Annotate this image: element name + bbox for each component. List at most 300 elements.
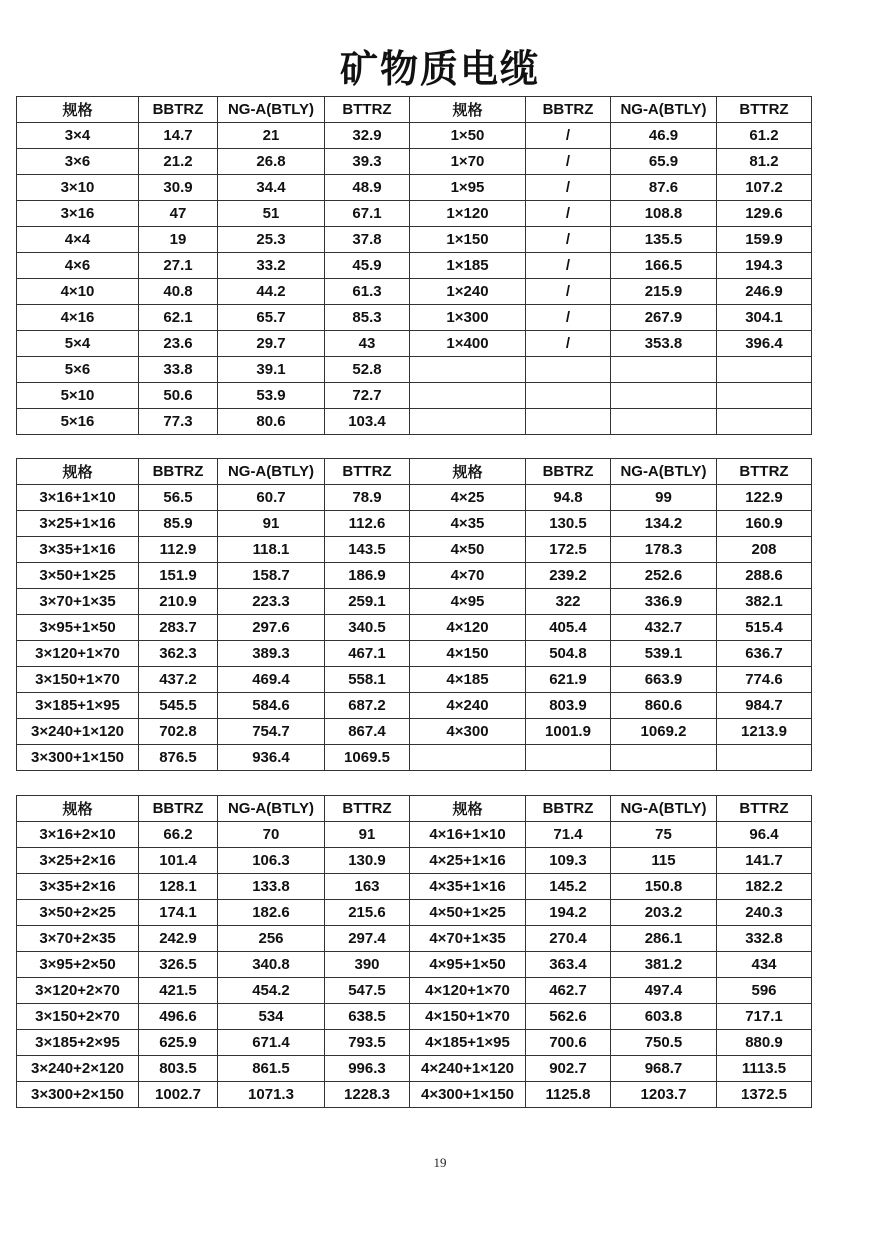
value-cell: 19 — [139, 227, 218, 253]
value-cell: 145.2 — [526, 874, 611, 900]
value-cell: 109.3 — [526, 848, 611, 874]
value-cell: 636.7 — [717, 641, 812, 667]
table-row — [17, 952, 812, 978]
spec-cell: 3×70+1×35 — [17, 589, 139, 615]
spec-cell: 3×185+1×95 — [17, 693, 139, 719]
value-cell: 454.2 — [218, 978, 325, 1004]
value-cell: 130.9 — [325, 848, 410, 874]
spec-cell: 3×70+2×35 — [17, 926, 139, 952]
value-cell: 80.6 — [218, 409, 325, 435]
value-cell: 539.1 — [611, 641, 717, 667]
spec-cell: 4×70+1×35 — [410, 926, 526, 952]
value-cell: 717.1 — [717, 1004, 812, 1030]
value-cell: 1069.5 — [325, 745, 410, 771]
value-cell: 101.4 — [139, 848, 218, 874]
table-row — [17, 563, 812, 589]
value-cell: / — [526, 331, 611, 357]
value-cell: 194.2 — [526, 900, 611, 926]
value-cell: 547.5 — [325, 978, 410, 1004]
spec-cell: 3×25+1×16 — [17, 511, 139, 537]
value-cell: 194.3 — [717, 253, 812, 279]
table-row — [17, 848, 812, 874]
value-cell: 163 — [325, 874, 410, 900]
value-cell: 40.8 — [139, 279, 218, 305]
spec-cell — [410, 745, 526, 771]
column-header: BBTRZ — [526, 97, 611, 123]
value-cell: 151.9 — [139, 563, 218, 589]
value-cell: 774.6 — [717, 667, 812, 693]
value-cell: 141.7 — [717, 848, 812, 874]
table-row — [17, 693, 812, 719]
value-cell: 43 — [325, 331, 410, 357]
table-row — [17, 589, 812, 615]
spec-cell: 3×35+2×16 — [17, 874, 139, 900]
value-cell: 240.3 — [717, 900, 812, 926]
value-cell: 1203.7 — [611, 1082, 717, 1108]
spec-cell: 1×120 — [410, 201, 526, 227]
value-cell: 65.9 — [611, 149, 717, 175]
value-cell: 984.7 — [717, 693, 812, 719]
spec-cell: 4×300+1×150 — [410, 1082, 526, 1108]
value-cell — [526, 409, 611, 435]
table-row — [17, 926, 812, 952]
column-header: BTTRZ — [325, 796, 410, 822]
value-cell: 396.4 — [717, 331, 812, 357]
value-cell: / — [526, 253, 611, 279]
spec-cell: 3×25+2×16 — [17, 848, 139, 874]
value-cell: 160.9 — [717, 511, 812, 537]
value-cell: 51 — [218, 201, 325, 227]
value-cell: 122.9 — [717, 485, 812, 511]
value-cell: 30.9 — [139, 175, 218, 201]
value-cell: 53.9 — [218, 383, 325, 409]
value-cell: 26.8 — [218, 149, 325, 175]
table-row — [17, 409, 812, 435]
value-cell: 584.6 — [218, 693, 325, 719]
value-cell: 172.5 — [526, 537, 611, 563]
value-cell: 1125.8 — [526, 1082, 611, 1108]
value-cell — [717, 745, 812, 771]
table-row — [17, 641, 812, 667]
spec-cell: 3×240+2×120 — [17, 1056, 139, 1082]
table-row — [17, 279, 812, 305]
column-header: 规格 — [410, 459, 526, 485]
spec-cell: 4×4 — [17, 227, 139, 253]
value-cell: 21 — [218, 123, 325, 149]
value-cell: / — [526, 123, 611, 149]
value-cell: 496.6 — [139, 1004, 218, 1030]
spec-cell: 4×35+1×16 — [410, 874, 526, 900]
table-row — [17, 357, 812, 383]
value-cell: 130.5 — [526, 511, 611, 537]
value-cell: 223.3 — [218, 589, 325, 615]
value-cell: 467.1 — [325, 641, 410, 667]
value-cell — [611, 745, 717, 771]
spec-cell: 4×300 — [410, 719, 526, 745]
table-row — [17, 1030, 812, 1056]
column-header: 规格 — [17, 796, 139, 822]
value-cell: 625.9 — [139, 1030, 218, 1056]
value-cell: / — [526, 201, 611, 227]
value-cell: 936.4 — [218, 745, 325, 771]
spec-cell: 3×150+2×70 — [17, 1004, 139, 1030]
spec-cell: 3×150+1×70 — [17, 667, 139, 693]
spec-cell: 4×16+1×10 — [410, 822, 526, 848]
value-cell: 432.7 — [611, 615, 717, 641]
spec-cell — [410, 409, 526, 435]
value-cell: 702.8 — [139, 719, 218, 745]
column-header: BBTRZ — [526, 459, 611, 485]
value-cell: 47 — [139, 201, 218, 227]
value-cell: 1069.2 — [611, 719, 717, 745]
value-cell: 497.4 — [611, 978, 717, 1004]
value-cell: 61.3 — [325, 279, 410, 305]
value-cell: 340.5 — [325, 615, 410, 641]
column-header: BTTRZ — [717, 459, 812, 485]
spec-table-1 — [16, 96, 812, 435]
spec-cell: 3×6 — [17, 149, 139, 175]
spec-cell: 3×300+1×150 — [17, 745, 139, 771]
spec-cell: 1×70 — [410, 149, 526, 175]
value-cell: 304.1 — [717, 305, 812, 331]
table-row — [17, 227, 812, 253]
value-cell: / — [526, 227, 611, 253]
value-cell: 32.9 — [325, 123, 410, 149]
value-cell: 135.5 — [611, 227, 717, 253]
value-cell: 545.5 — [139, 693, 218, 719]
spec-cell: 3×4 — [17, 123, 139, 149]
value-cell: 174.1 — [139, 900, 218, 926]
value-cell: 91 — [218, 511, 325, 537]
column-header: BTTRZ — [325, 97, 410, 123]
header-row — [17, 459, 812, 485]
table-row — [17, 485, 812, 511]
table-row — [17, 201, 812, 227]
value-cell: 340.8 — [218, 952, 325, 978]
value-cell: 469.4 — [218, 667, 325, 693]
table-row — [17, 978, 812, 1004]
column-header: NG-A(BTLY) — [218, 97, 325, 123]
value-cell: 94.8 — [526, 485, 611, 511]
spec-cell: 4×185+1×95 — [410, 1030, 526, 1056]
value-cell: 434 — [717, 952, 812, 978]
value-cell: 902.7 — [526, 1056, 611, 1082]
spec-cell: 4×50 — [410, 537, 526, 563]
value-cell: 87.6 — [611, 175, 717, 201]
table-row — [17, 1082, 812, 1108]
table-row — [17, 123, 812, 149]
table-row — [17, 1004, 812, 1030]
column-header: BBTRZ — [139, 796, 218, 822]
value-cell: 33.8 — [139, 357, 218, 383]
value-cell: 70 — [218, 822, 325, 848]
value-cell: 867.4 — [325, 719, 410, 745]
value-cell: 242.9 — [139, 926, 218, 952]
spec-cell: 4×120 — [410, 615, 526, 641]
value-cell: 1372.5 — [717, 1082, 812, 1108]
table-row — [17, 822, 812, 848]
spec-cell: 5×10 — [17, 383, 139, 409]
value-cell: 803.9 — [526, 693, 611, 719]
spec-cell: 4×240 — [410, 693, 526, 719]
value-cell: 1071.3 — [218, 1082, 325, 1108]
column-header: NG-A(BTLY) — [611, 459, 717, 485]
value-cell: 638.5 — [325, 1004, 410, 1030]
value-cell: 256 — [218, 926, 325, 952]
value-cell: 34.4 — [218, 175, 325, 201]
value-cell: 61.2 — [717, 123, 812, 149]
spec-cell: 3×300+2×150 — [17, 1082, 139, 1108]
column-header: NG-A(BTLY) — [611, 796, 717, 822]
spec-cell: 5×6 — [17, 357, 139, 383]
value-cell: 182.2 — [717, 874, 812, 900]
spec-cell: 5×4 — [17, 331, 139, 357]
value-cell: 876.5 — [139, 745, 218, 771]
value-cell: 353.8 — [611, 331, 717, 357]
value-cell: 134.2 — [611, 511, 717, 537]
spec-cell: 3×120+1×70 — [17, 641, 139, 667]
value-cell: 332.8 — [717, 926, 812, 952]
value-cell: 60.7 — [218, 485, 325, 511]
value-cell: 129.6 — [717, 201, 812, 227]
value-cell: 112.9 — [139, 537, 218, 563]
spec-cell: 4×120+1×70 — [410, 978, 526, 1004]
value-cell: 421.5 — [139, 978, 218, 1004]
spec-cell: 4×150 — [410, 641, 526, 667]
value-cell: 72.7 — [325, 383, 410, 409]
value-cell: 85.9 — [139, 511, 218, 537]
value-cell: 106.3 — [218, 848, 325, 874]
value-cell: 150.8 — [611, 874, 717, 900]
spec-cell: 1×400 — [410, 331, 526, 357]
column-header: BBTRZ — [139, 97, 218, 123]
spec-cell: 3×50+1×25 — [17, 563, 139, 589]
value-cell: 143.5 — [325, 537, 410, 563]
value-cell: 534 — [218, 1004, 325, 1030]
table-row — [17, 900, 812, 926]
value-cell: 103.4 — [325, 409, 410, 435]
value-cell: 210.9 — [139, 589, 218, 615]
spec-cell: 4×95+1×50 — [410, 952, 526, 978]
spec-cell: 1×95 — [410, 175, 526, 201]
value-cell: 75 — [611, 822, 717, 848]
value-cell: 208 — [717, 537, 812, 563]
spec-cell: 3×95+2×50 — [17, 952, 139, 978]
spec-cell: 5×16 — [17, 409, 139, 435]
spec-table-3 — [16, 795, 812, 1108]
value-cell: 326.5 — [139, 952, 218, 978]
value-cell: 62.1 — [139, 305, 218, 331]
value-cell: 112.6 — [325, 511, 410, 537]
spec-cell: 3×16+2×10 — [17, 822, 139, 848]
value-cell: 558.1 — [325, 667, 410, 693]
value-cell: 750.5 — [611, 1030, 717, 1056]
spec-cell: 4×35 — [410, 511, 526, 537]
table-row — [17, 745, 812, 771]
value-cell — [717, 357, 812, 383]
column-header: BTTRZ — [717, 796, 812, 822]
value-cell: 297.6 — [218, 615, 325, 641]
header-row — [17, 796, 812, 822]
spec-cell: 3×16 — [17, 201, 139, 227]
value-cell: 182.6 — [218, 900, 325, 926]
value-cell: 85.3 — [325, 305, 410, 331]
value-cell: 33.2 — [218, 253, 325, 279]
spec-cell: 4×95 — [410, 589, 526, 615]
value-cell: 77.3 — [139, 409, 218, 435]
value-cell: 663.9 — [611, 667, 717, 693]
value-cell: 215.6 — [325, 900, 410, 926]
value-cell: 671.4 — [218, 1030, 325, 1056]
value-cell: 362.3 — [139, 641, 218, 667]
column-header: BTTRZ — [717, 97, 812, 123]
value-cell: 29.7 — [218, 331, 325, 357]
table-row — [17, 175, 812, 201]
value-cell: 381.2 — [611, 952, 717, 978]
value-cell: 50.6 — [139, 383, 218, 409]
column-header: 规格 — [17, 97, 139, 123]
value-cell: 389.3 — [218, 641, 325, 667]
value-cell: 793.5 — [325, 1030, 410, 1056]
value-cell: 178.3 — [611, 537, 717, 563]
value-cell: 23.6 — [139, 331, 218, 357]
value-cell: 56.5 — [139, 485, 218, 511]
value-cell: 288.6 — [717, 563, 812, 589]
value-cell: 21.2 — [139, 149, 218, 175]
value-cell: 65.7 — [218, 305, 325, 331]
value-cell: 336.9 — [611, 589, 717, 615]
value-cell: 66.2 — [139, 822, 218, 848]
column-header: 规格 — [410, 796, 526, 822]
table-row — [17, 305, 812, 331]
value-cell — [526, 357, 611, 383]
value-cell — [717, 383, 812, 409]
value-cell: 382.1 — [717, 589, 812, 615]
value-cell: / — [526, 279, 611, 305]
header-row — [17, 97, 812, 123]
value-cell: 107.2 — [717, 175, 812, 201]
spec-cell: 3×10 — [17, 175, 139, 201]
spec-cell: 3×240+1×120 — [17, 719, 139, 745]
spec-cell: 3×120+2×70 — [17, 978, 139, 1004]
spec-cell: 4×16 — [17, 305, 139, 331]
value-cell: 283.7 — [139, 615, 218, 641]
value-cell: 118.1 — [218, 537, 325, 563]
value-cell: 67.1 — [325, 201, 410, 227]
value-cell: / — [526, 305, 611, 331]
column-header: NG-A(BTLY) — [611, 97, 717, 123]
value-cell: 96.4 — [717, 822, 812, 848]
value-cell: 880.9 — [717, 1030, 812, 1056]
value-cell: 437.2 — [139, 667, 218, 693]
table-row — [17, 667, 812, 693]
value-cell: 37.8 — [325, 227, 410, 253]
value-cell: 166.5 — [611, 253, 717, 279]
value-cell: 99 — [611, 485, 717, 511]
value-cell: 700.6 — [526, 1030, 611, 1056]
page-number: 19 — [433, 1155, 447, 1170]
value-cell — [717, 409, 812, 435]
value-cell — [526, 745, 611, 771]
spec-cell: 4×6 — [17, 253, 139, 279]
value-cell: / — [526, 175, 611, 201]
value-cell: 405.4 — [526, 615, 611, 641]
spec-cell: 1×50 — [410, 123, 526, 149]
value-cell: 687.2 — [325, 693, 410, 719]
table-row — [17, 1056, 812, 1082]
value-cell: 115 — [611, 848, 717, 874]
value-cell: 286.1 — [611, 926, 717, 952]
value-cell: 71.4 — [526, 822, 611, 848]
table-row — [17, 149, 812, 175]
table-row — [17, 253, 812, 279]
value-cell: 621.9 — [526, 667, 611, 693]
spec-cell: 4×70 — [410, 563, 526, 589]
spec-cell: 3×16+1×10 — [17, 485, 139, 511]
value-cell: 267.9 — [611, 305, 717, 331]
value-cell: 27.1 — [139, 253, 218, 279]
column-header: BBTRZ — [526, 796, 611, 822]
value-cell: 215.9 — [611, 279, 717, 305]
spec-cell: 1×300 — [410, 305, 526, 331]
spec-cell: 3×185+2×95 — [17, 1030, 139, 1056]
value-cell: 754.7 — [218, 719, 325, 745]
value-cell: 159.9 — [717, 227, 812, 253]
value-cell: 1002.7 — [139, 1082, 218, 1108]
value-cell: 39.3 — [325, 149, 410, 175]
page-title: 矿物质电缆 — [339, 46, 540, 91]
spec-cell: 4×240+1×120 — [410, 1056, 526, 1082]
value-cell — [526, 383, 611, 409]
value-cell: 108.8 — [611, 201, 717, 227]
table-row — [17, 874, 812, 900]
table-row — [17, 537, 812, 563]
value-cell: 239.2 — [526, 563, 611, 589]
spec-cell: 3×95+1×50 — [17, 615, 139, 641]
value-cell: / — [526, 149, 611, 175]
value-cell: 252.6 — [611, 563, 717, 589]
spec-cell: 1×185 — [410, 253, 526, 279]
value-cell: 1001.9 — [526, 719, 611, 745]
spec-cell: 4×185 — [410, 667, 526, 693]
table-row — [17, 331, 812, 357]
value-cell: 1228.3 — [325, 1082, 410, 1108]
value-cell: 246.9 — [717, 279, 812, 305]
spec-cell: 4×10 — [17, 279, 139, 305]
value-cell: 39.1 — [218, 357, 325, 383]
value-cell: 363.4 — [526, 952, 611, 978]
spec-cell — [410, 383, 526, 409]
value-cell: 562.6 — [526, 1004, 611, 1030]
value-cell: 297.4 — [325, 926, 410, 952]
value-cell: 45.9 — [325, 253, 410, 279]
value-cell: 322 — [526, 589, 611, 615]
spec-cell: 1×240 — [410, 279, 526, 305]
value-cell: 1213.9 — [717, 719, 812, 745]
value-cell — [611, 409, 717, 435]
spec-cell: 4×25 — [410, 485, 526, 511]
value-cell — [611, 383, 717, 409]
value-cell: 186.9 — [325, 563, 410, 589]
column-header: NG-A(BTLY) — [218, 459, 325, 485]
value-cell: 860.6 — [611, 693, 717, 719]
value-cell: 270.4 — [526, 926, 611, 952]
column-header: 规格 — [410, 97, 526, 123]
value-cell — [611, 357, 717, 383]
spec-cell: 3×35+1×16 — [17, 537, 139, 563]
column-header: BBTRZ — [139, 459, 218, 485]
value-cell: 48.9 — [325, 175, 410, 201]
